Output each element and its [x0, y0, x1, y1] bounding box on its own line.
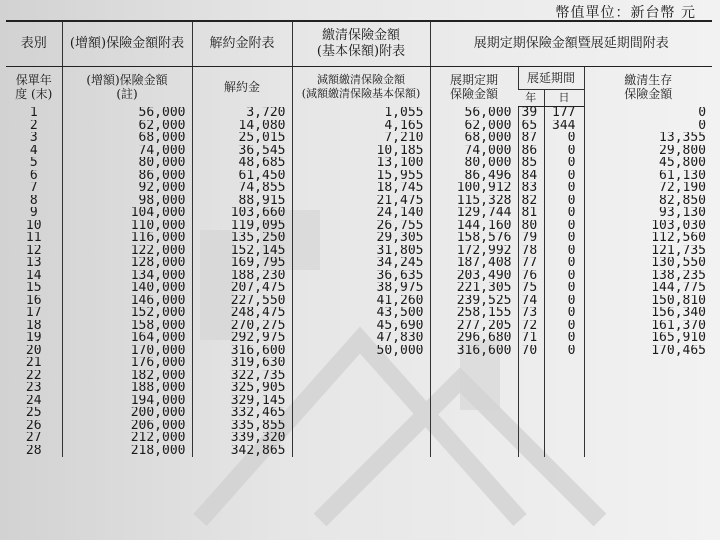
table-row	[6, 107, 712, 120]
cell-increase-amount: 56,000	[62, 107, 192, 120]
reduced-paid-up-line1: 減額繳清保險金額	[317, 72, 405, 86]
table-row	[6, 220, 712, 233]
cell-increase-amount: 128,000	[62, 257, 192, 270]
cell-surrender-value: 335,855	[192, 420, 292, 433]
cell-extension-days: 0	[544, 257, 584, 270]
cell-paid-up-survival	[584, 395, 712, 408]
table-row	[6, 245, 712, 258]
cell-reduced-paid-up: 18,745	[292, 182, 430, 195]
cell-paid-up-survival: 165,910	[584, 332, 712, 345]
cell-policy-year: 21	[25, 357, 42, 370]
cell-extended-amount: 68,000	[430, 132, 518, 145]
cell-extension-years: 85	[518, 157, 544, 170]
paid-up-survival-line1: 繳清生存	[624, 72, 673, 87]
cell-increase-amount: 206,000	[62, 420, 192, 433]
cell-extension-years: 79	[518, 232, 544, 245]
cell-reduced-paid-up	[292, 395, 430, 408]
cell-paid-up-survival	[584, 407, 712, 420]
cell-extended-amount: 86,496	[430, 170, 518, 183]
table-row	[6, 307, 712, 320]
cell-extension-years: 87	[518, 132, 544, 145]
cell-increase-amount: 68,000	[62, 132, 192, 145]
cell-policy-year: 11	[25, 232, 42, 245]
cell-extended-amount: 221,305	[430, 282, 518, 295]
cell-reduced-paid-up: 47,830	[292, 332, 430, 345]
cell-paid-up-survival: 72,190	[584, 182, 712, 195]
cell-extension-days: 0	[544, 157, 584, 170]
cell-reduced-paid-up: 15,955	[292, 170, 430, 183]
cell-surrender-value: 248,475	[192, 307, 292, 320]
cell-surrender-value: 3,720	[192, 107, 292, 120]
cell-extension-years: 84	[518, 170, 544, 183]
subheader-paid-up-survival	[584, 67, 712, 107]
cell-policy-year: 8	[29, 194, 38, 207]
table-row	[6, 257, 712, 270]
cell-paid-up-survival	[584, 382, 712, 395]
cell-extension-years: 77	[518, 257, 544, 270]
cell-extension-days: 0	[544, 332, 584, 345]
cell-policy-year: 19	[25, 332, 42, 345]
cell-increase-amount: 152,000	[62, 307, 192, 320]
cell-reduced-paid-up: 7,210	[292, 132, 430, 145]
cell-increase-amount: 80,000	[62, 157, 192, 170]
cell-policy-year: 24	[25, 394, 42, 407]
cell-extension-days: 0	[544, 282, 584, 295]
cell-increase-amount: 140,000	[62, 282, 192, 295]
cell-surrender-value: 322,735	[192, 370, 292, 383]
cell-extension-days: 0	[544, 220, 584, 233]
paid-up-survival-line2: 保險金額	[624, 86, 673, 101]
cell-extension-days: 0	[544, 170, 584, 183]
cell-increase-amount: 74,000	[62, 145, 192, 158]
currency-unit-label: 幣值單位：新台幣 元	[555, 5, 696, 21]
policy-year-line2: 度 (末)	[15, 86, 53, 101]
cell-surrender-value: 316,600	[192, 345, 292, 358]
cell-surrender-value: 48,685	[192, 157, 292, 170]
cell-increase-amount: 62,000	[62, 120, 192, 133]
cell-surrender-value: 332,465	[192, 407, 292, 420]
cell-increase-amount: 110,000	[62, 220, 192, 233]
cell-extended-amount	[430, 382, 518, 395]
cell-extension-years: 81	[518, 207, 544, 220]
cell-reduced-paid-up: 31,805	[292, 245, 430, 258]
cell-paid-up-survival: 0	[584, 120, 712, 133]
cell-surrender-value: 319,630	[192, 357, 292, 370]
subheader-days: 日	[544, 90, 584, 107]
cell-increase-amount: 164,000	[62, 332, 192, 345]
cell-reduced-paid-up: 26,755	[292, 220, 430, 233]
cell-extended-amount	[430, 370, 518, 383]
table-row	[6, 182, 712, 195]
cell-paid-up-survival: 138,235	[584, 270, 712, 283]
cell-extension-days: 0	[544, 270, 584, 283]
table-row	[6, 370, 712, 383]
cell-policy-year: 23	[25, 382, 42, 395]
cell-surrender-value: 36,545	[192, 145, 292, 158]
cell-paid-up-survival: 144,775	[584, 282, 712, 295]
header-table-type: 表別	[6, 21, 62, 67]
subheader-increase-amount	[62, 67, 192, 107]
table-row	[6, 295, 712, 308]
cell-extension-days: 0	[544, 345, 584, 358]
cell-extension-days	[544, 357, 584, 370]
cell-extension-days: 0	[544, 207, 584, 220]
cell-surrender-value: 227,550	[192, 295, 292, 308]
cell-surrender-value: 103,660	[192, 207, 292, 220]
cell-surrender-value: 135,250	[192, 232, 292, 245]
cell-reduced-paid-up: 13,100	[292, 157, 430, 170]
cell-surrender-value: 292,975	[192, 332, 292, 345]
cell-extension-years: 71	[518, 332, 544, 345]
table-row	[6, 270, 712, 283]
cell-extended-amount: 277,205	[430, 320, 518, 333]
subheader-years: 年	[518, 90, 544, 107]
cell-extension-years: 65	[518, 120, 544, 133]
cell-extended-amount: 62,000	[430, 120, 518, 133]
cell-extended-amount: 56,000	[430, 107, 518, 120]
cell-extended-amount: 203,490	[430, 270, 518, 283]
cell-extension-years: 39	[518, 107, 544, 120]
cell-increase-amount: 86,000	[62, 170, 192, 183]
cell-extension-days: 344	[544, 120, 584, 133]
table-row	[6, 345, 712, 358]
cell-policy-year: 26	[25, 419, 42, 432]
cell-extension-years: 73	[518, 307, 544, 320]
header-surrender-schedule: 解約金附表	[192, 21, 292, 67]
extended-amount-line1: 展期定期	[449, 72, 498, 87]
table-row	[6, 395, 712, 408]
cell-extension-days	[544, 420, 584, 433]
cell-policy-year: 9	[29, 207, 38, 220]
cell-extended-amount: 239,525	[430, 295, 518, 308]
cell-extension-years: 74	[518, 295, 544, 308]
insurance-schedule-table	[6, 20, 712, 457]
cell-extension-years	[518, 370, 544, 383]
cell-paid-up-survival: 150,810	[584, 295, 712, 308]
cell-paid-up-survival	[584, 420, 712, 433]
cell-extension-days: 0	[544, 307, 584, 320]
cell-reduced-paid-up: 41,260	[292, 295, 430, 308]
cell-policy-year: 27	[25, 432, 42, 445]
header-paid-up-schedule	[292, 21, 430, 67]
cell-surrender-value: 119,095	[192, 220, 292, 233]
cell-reduced-paid-up: 45,690	[292, 320, 430, 333]
cell-extension-years: 78	[518, 245, 544, 258]
table-row	[6, 195, 712, 208]
subheader-extended-amount	[430, 67, 518, 107]
cell-reduced-paid-up: 4,165	[292, 120, 430, 133]
cell-extension-days	[544, 432, 584, 445]
cell-policy-year: 15	[25, 282, 42, 295]
cell-paid-up-survival	[584, 370, 712, 383]
cell-increase-amount: 200,000	[62, 407, 192, 420]
cell-reduced-paid-up	[292, 382, 430, 395]
cell-reduced-paid-up: 36,635	[292, 270, 430, 283]
cell-extension-days: 0	[544, 245, 584, 258]
policy-year-line1: 保單年	[15, 72, 52, 87]
cell-increase-amount: 134,000	[62, 270, 192, 283]
cell-policy-year: 7	[29, 182, 38, 195]
cell-reduced-paid-up: 29,305	[292, 232, 430, 245]
cell-extension-years	[518, 432, 544, 445]
cell-extended-amount: 187,408	[430, 257, 518, 270]
cell-increase-amount: 170,000	[62, 345, 192, 358]
subheader-surrender-value: 解約金	[192, 67, 292, 107]
cell-increase-amount: 212,000	[62, 432, 192, 445]
table-row	[6, 357, 712, 370]
cell-policy-year: 22	[25, 369, 42, 382]
table-row	[6, 170, 712, 183]
cell-reduced-paid-up	[292, 407, 430, 420]
cell-extension-days: 0	[544, 232, 584, 245]
cell-surrender-value: 188,230	[192, 270, 292, 283]
cell-policy-year: 2	[29, 119, 38, 132]
cell-policy-year: 17	[25, 307, 42, 320]
cell-extension-days: 0	[544, 132, 584, 145]
cell-extended-amount: 80,000	[430, 157, 518, 170]
table-row	[6, 407, 712, 420]
table-row	[6, 320, 712, 333]
reduced-paid-up-line2: (減額繳清保險基本保額)	[301, 86, 421, 100]
table-row	[6, 420, 712, 433]
cell-increase-amount: 122,000	[62, 245, 192, 258]
cell-surrender-value: 152,145	[192, 245, 292, 258]
cell-extension-days: 0	[544, 145, 584, 158]
cell-reduced-paid-up	[292, 420, 430, 433]
table-row	[6, 145, 712, 158]
cell-extension-days: 0	[544, 182, 584, 195]
cell-policy-year: 14	[25, 269, 42, 282]
cell-reduced-paid-up: 50,000	[292, 345, 430, 358]
cell-surrender-value: 207,475	[192, 282, 292, 295]
cell-paid-up-survival: 103,030	[584, 220, 712, 233]
cell-increase-amount: 146,000	[62, 295, 192, 308]
cell-policy-year: 6	[29, 169, 38, 182]
cell-policy-year: 1	[29, 106, 38, 120]
cell-policy-year: 10	[25, 219, 42, 232]
table-row	[6, 232, 712, 245]
cell-surrender-value: 61,450	[192, 170, 292, 183]
cell-paid-up-survival: 61,130	[584, 170, 712, 183]
cell-policy-year: 16	[25, 294, 42, 307]
cell-reduced-paid-up	[292, 357, 430, 370]
cell-extension-years: 76	[518, 270, 544, 283]
cell-increase-amount: 104,000	[62, 207, 192, 220]
cell-extension-years: 83	[518, 182, 544, 195]
table-row	[6, 207, 712, 220]
cell-increase-amount: 116,000	[62, 232, 192, 245]
cell-reduced-paid-up	[292, 445, 430, 458]
cell-extension-days: 0	[544, 320, 584, 333]
cell-extended-amount	[430, 407, 518, 420]
cell-surrender-value: 270,275	[192, 320, 292, 333]
cell-extension-years	[518, 445, 544, 458]
cell-extended-amount	[430, 432, 518, 445]
cell-reduced-paid-up: 34,245	[292, 257, 430, 270]
cell-increase-amount: 218,000	[62, 445, 192, 458]
cell-paid-up-survival: 156,340	[584, 307, 712, 320]
cell-extension-days: 0	[544, 295, 584, 308]
cell-reduced-paid-up: 21,475	[292, 195, 430, 208]
cell-extended-amount: 144,160	[430, 220, 518, 233]
cell-policy-year: 13	[25, 257, 42, 270]
cell-paid-up-survival: 130,550	[584, 257, 712, 270]
cell-extended-amount: 100,912	[430, 182, 518, 195]
cell-extension-days	[544, 445, 584, 458]
cell-extended-amount: 129,744	[430, 207, 518, 220]
cell-extension-years	[518, 420, 544, 433]
cell-extension-years	[518, 357, 544, 370]
cell-policy-year: 28	[25, 444, 42, 457]
cell-extended-amount: 115,328	[430, 195, 518, 208]
subheader-reduced-paid-up	[292, 67, 430, 107]
cell-surrender-value: 88,915	[192, 195, 292, 208]
cell-extension-years: 72	[518, 320, 544, 333]
cell-paid-up-survival: 161,370	[584, 320, 712, 333]
cell-paid-up-survival: 82,850	[584, 195, 712, 208]
cell-paid-up-survival: 13,355	[584, 132, 712, 145]
cell-extended-amount	[430, 395, 518, 408]
cell-reduced-paid-up: 38,975	[292, 282, 430, 295]
cell-policy-year: 12	[25, 244, 42, 257]
cell-increase-amount: 158,000	[62, 320, 192, 333]
cell-paid-up-survival	[584, 432, 712, 445]
header-increase-schedule: (增額)保險金額附表	[62, 21, 192, 67]
table-row	[6, 382, 712, 395]
cell-extension-years: 82	[518, 195, 544, 208]
cell-extension-years: 70	[518, 345, 544, 358]
cell-extension-days	[544, 395, 584, 408]
cell-reduced-paid-up	[292, 370, 430, 383]
cell-reduced-paid-up: 43,500	[292, 307, 430, 320]
cell-reduced-paid-up: 24,140	[292, 207, 430, 220]
cell-extended-amount	[430, 357, 518, 370]
cell-surrender-value: 325,905	[192, 382, 292, 395]
header-extended-term-schedule: 展期定期保險金額暨展延期間附表	[430, 21, 712, 67]
cell-increase-amount: 188,000	[62, 382, 192, 395]
table-row	[6, 157, 712, 170]
cell-extension-days	[544, 382, 584, 395]
header-paid-up-line2: (基本保額)附表	[316, 44, 406, 59]
increase-amount-line1: (增額)保險金額	[86, 72, 168, 87]
cell-paid-up-survival: 45,800	[584, 157, 712, 170]
subheader-extension-period: 展延期間	[518, 67, 584, 90]
table-row	[6, 445, 712, 458]
cell-surrender-value: 25,015	[192, 132, 292, 145]
cell-extended-amount: 258,155	[430, 307, 518, 320]
cell-reduced-paid-up: 10,185	[292, 145, 430, 158]
cell-extended-amount: 172,992	[430, 245, 518, 258]
cell-paid-up-survival: 29,800	[584, 145, 712, 158]
cell-extended-amount: 296,680	[430, 332, 518, 345]
cell-paid-up-survival: 93,130	[584, 207, 712, 220]
extended-amount-line2: 保險金額	[449, 86, 498, 101]
cell-surrender-value: 14,080	[192, 120, 292, 133]
cell-extended-amount	[430, 445, 518, 458]
cell-extended-amount: 316,600	[430, 345, 518, 358]
table-row	[6, 120, 712, 133]
header-paid-up-line1: 繳清保險金額	[321, 28, 400, 43]
table-row	[6, 282, 712, 295]
cell-surrender-value: 329,145	[192, 395, 292, 408]
increase-amount-line2: (註)	[116, 86, 138, 101]
cell-paid-up-survival: 121,735	[584, 245, 712, 258]
cell-increase-amount: 98,000	[62, 195, 192, 208]
cell-extension-days	[544, 407, 584, 420]
cell-extension-years	[518, 382, 544, 395]
cell-extension-years: 75	[518, 282, 544, 295]
cell-increase-amount: 92,000	[62, 182, 192, 195]
subheader-policy-year	[6, 67, 62, 107]
cell-policy-year: 4	[29, 144, 38, 157]
cell-extended-amount: 74,000	[430, 145, 518, 158]
cell-policy-year: 18	[25, 319, 42, 332]
cell-extended-amount	[430, 420, 518, 433]
cell-increase-amount: 182,000	[62, 370, 192, 383]
cell-increase-amount: 176,000	[62, 357, 192, 370]
cell-reduced-paid-up	[292, 432, 430, 445]
table-row	[6, 432, 712, 445]
cell-reduced-paid-up: 1,055	[292, 107, 430, 120]
cell-extended-amount: 158,576	[430, 232, 518, 245]
cell-paid-up-survival: 0	[584, 107, 712, 120]
cell-surrender-value: 339,320	[192, 432, 292, 445]
cell-paid-up-survival	[584, 357, 712, 370]
cell-policy-year: 20	[25, 344, 42, 357]
cell-surrender-value: 74,855	[192, 182, 292, 195]
cell-extension-years	[518, 407, 544, 420]
cell-paid-up-survival	[584, 445, 712, 458]
cell-policy-year: 3	[29, 132, 38, 145]
cell-policy-year: 25	[25, 407, 42, 420]
cell-extension-years: 80	[518, 220, 544, 233]
cell-extension-days	[544, 370, 584, 383]
cell-surrender-value: 342,865	[192, 445, 292, 458]
table-row	[6, 132, 712, 145]
cell-increase-amount: 194,000	[62, 395, 192, 408]
cell-policy-year: 5	[29, 157, 38, 170]
cell-extension-years: 86	[518, 145, 544, 158]
cell-extension-days: 177	[544, 107, 584, 120]
cell-surrender-value: 169,795	[192, 257, 292, 270]
cell-extension-days: 0	[544, 195, 584, 208]
table-row	[6, 332, 712, 345]
cell-paid-up-survival: 170,465	[584, 345, 712, 358]
cell-extension-years	[518, 395, 544, 408]
cell-paid-up-survival: 112,560	[584, 232, 712, 245]
